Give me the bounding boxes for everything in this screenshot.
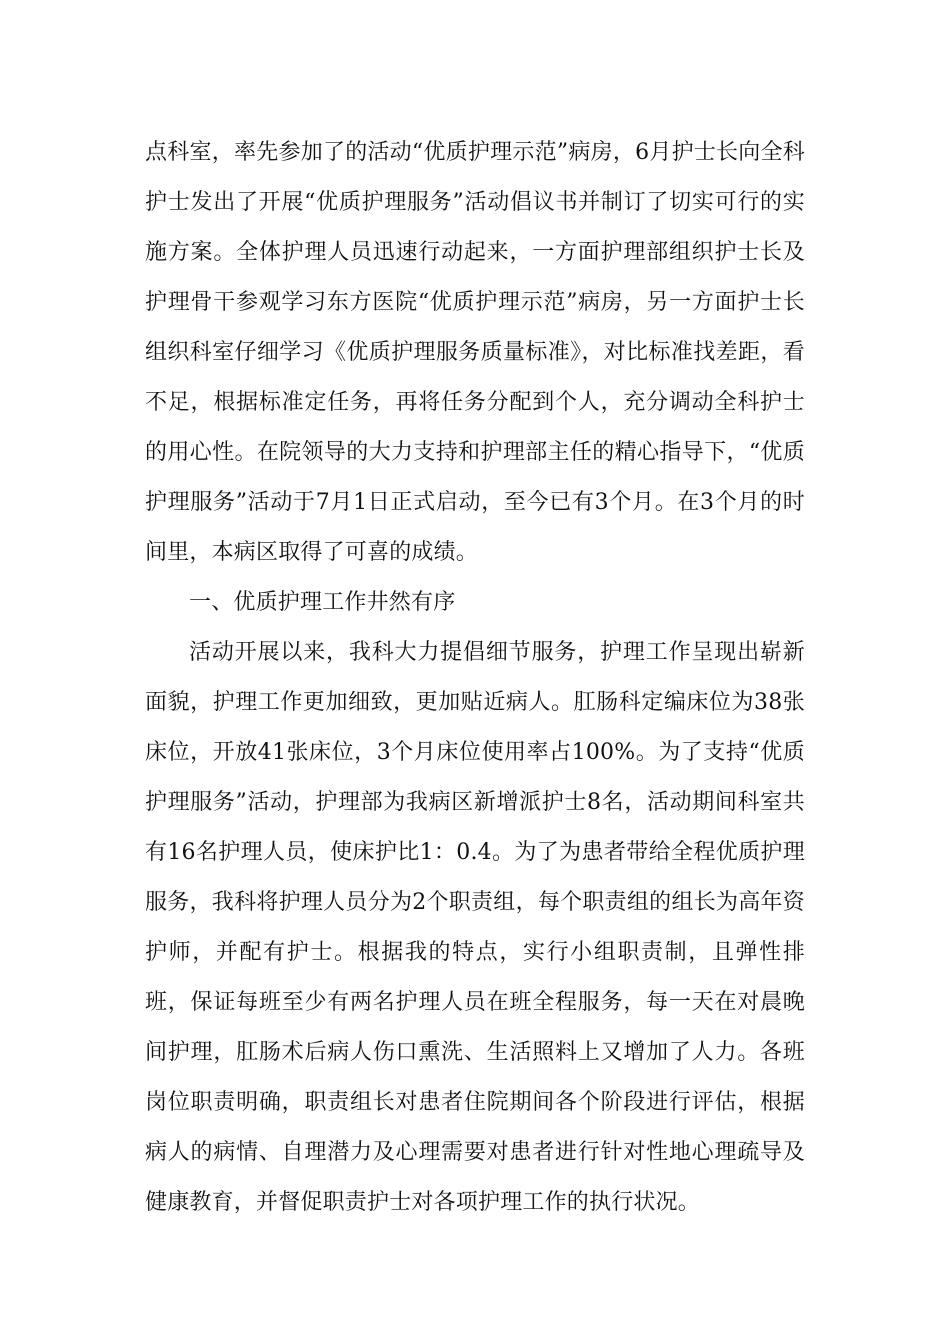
paragraph-continuation: 点科室，率先参加了的活动“优质护理示范”病房，6月护士长向全科护士发出了开展“优质护理服务”活动倡议书并制订了切实可行的实施方案。全体护理人员迅速行动起来，一方面护理部组织护士长及护理骨干参观学习东方医院“优质护理示范”病房，另一方面护士长组织科室仔细学习《优质护理服务质量标准》，对比标准找差距，看不足，根据标准定任务，再将任务分配到个人，充分调动全科护士的用心性。在院领导的大力支持和护理部主任的精心指导下，“优质护理服务”活动于7月1日正式启动，至今已有3个月。在3个月的时间里，本病区取得了可喜的成绩。 (145, 140, 805, 565)
paragraph-body: 活动开展以来，我科大力提倡细节服务，护理工作呈现出崭新面貌，护理工作更加细致，更加贴近病人。肛肠科定编床位为38张床位，开放41张床位，3个月床位使用率占100%。为了支持“优质护理服务”活动，护理部为我病区新增派护士8名，活动期间科室共有16名护理人员，使床护比1：0.4。为了为患者带给全程优质护理服务，我科将护理人员分为2个职责组，每个职责组的组长为高年资护师，并配有护士。根据我的特点，实行小组职责制，且弹性排班，保证每班至少有两名护理人员在班全程服务，每一天在对晨晚间护理，肛肠术后病人伤口熏洗、生活照料上又增加了人力。各班岗位职责明确，职责组长对患者住院期间各个阶段进行评估，根据病人的病情、自理潜力及心理需要对患者进行针对性地心理疏导及健康教育，并督促职责护士对各项护理工作的执行状况。 (145, 640, 805, 1215)
document-body (145, 128, 805, 1228)
section-heading: 一、优质护理工作井然有序 (189, 590, 456, 615)
